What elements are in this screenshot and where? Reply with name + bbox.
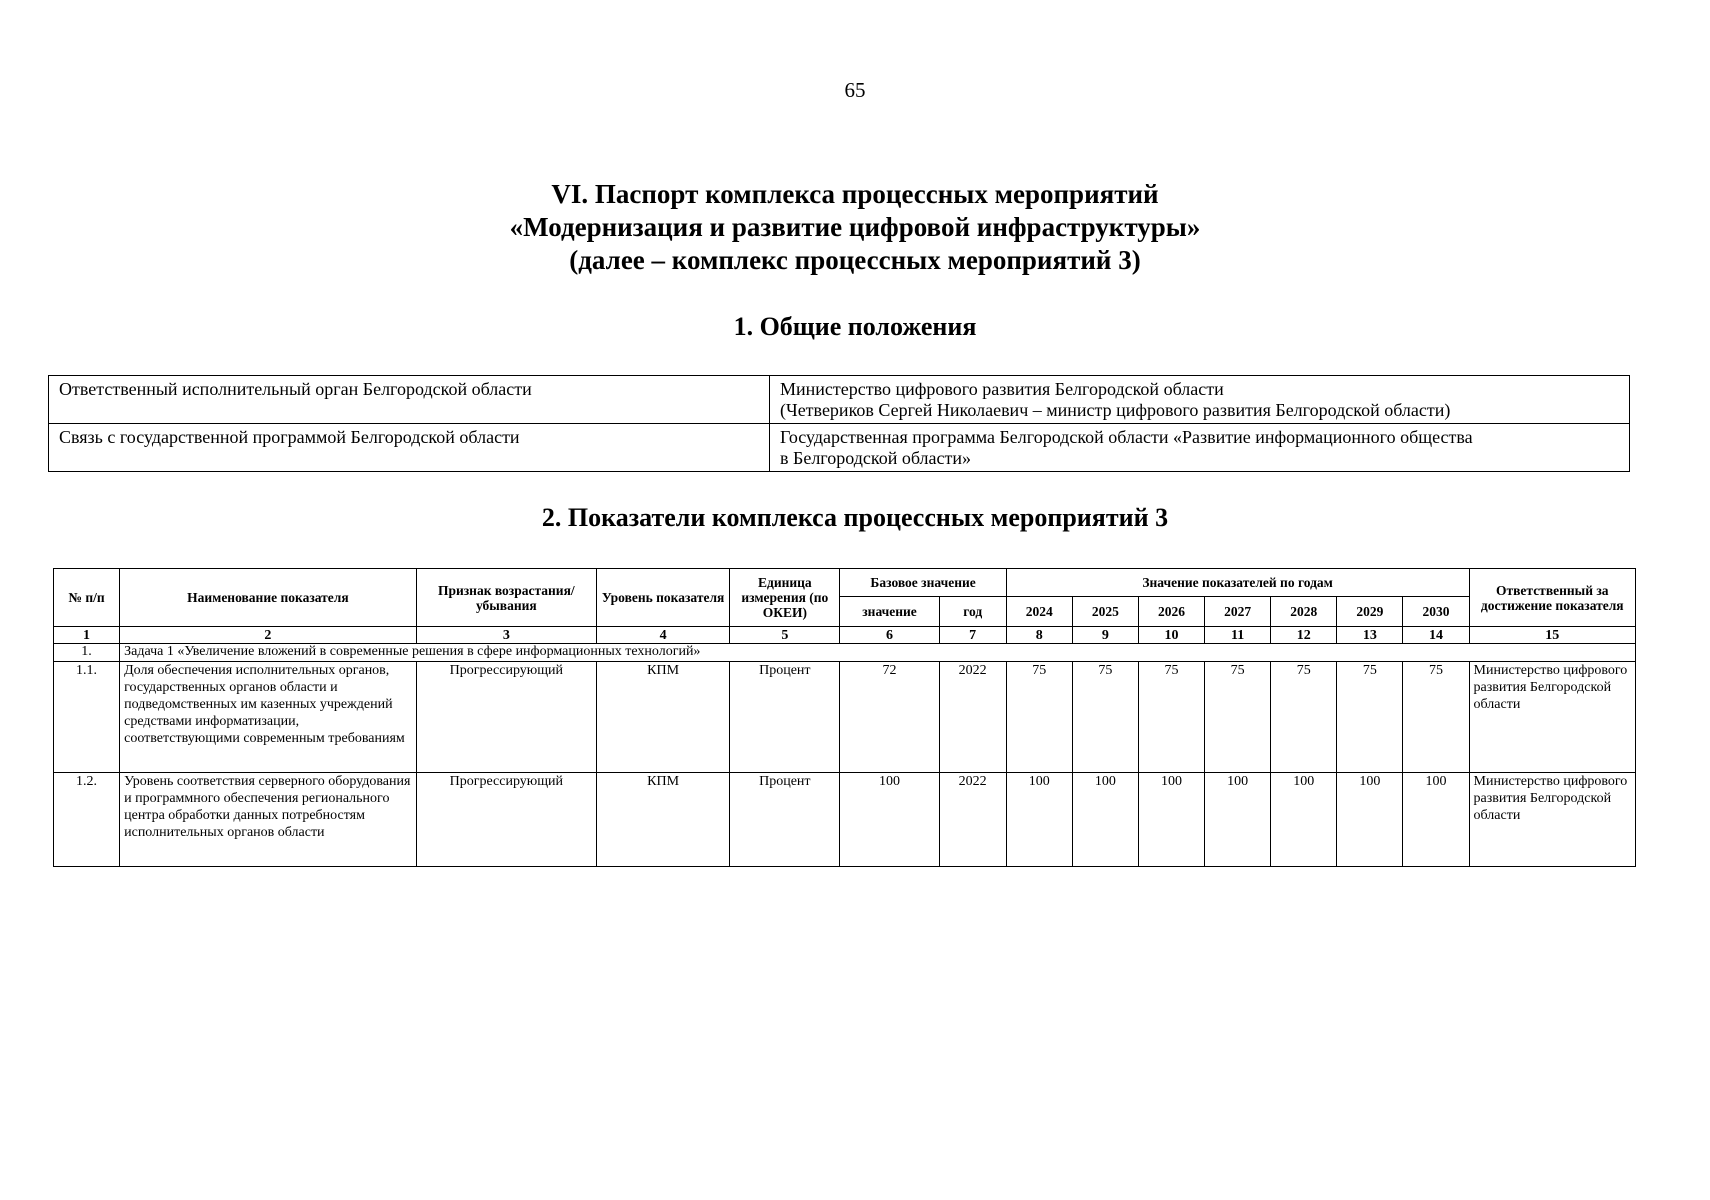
- row-year-value: 100: [1006, 773, 1072, 867]
- header-name: Наименование показателя: [120, 569, 417, 627]
- column-number: 3: [416, 627, 596, 644]
- column-number: 14: [1403, 627, 1469, 644]
- column-number: 1: [54, 627, 120, 644]
- header-year: 2029: [1337, 597, 1403, 627]
- row-year-value: 100: [1205, 773, 1271, 867]
- indicators-table: [53, 568, 1636, 867]
- header-base-year: год: [939, 597, 1006, 627]
- row-base-year: 2022: [939, 662, 1006, 773]
- general-row-value: [770, 424, 1630, 472]
- header-by-years: Значение показателей по годам: [1006, 569, 1469, 597]
- table-row: [54, 773, 1636, 867]
- row-year-value: 75: [1006, 662, 1072, 773]
- row-year-value: 100: [1072, 773, 1138, 867]
- header-year: 2026: [1138, 597, 1204, 627]
- column-number: 9: [1072, 627, 1138, 644]
- row-name: Уровень соответствия серверного оборудования и программного обеспечения регионального центра обработки данных потребностям исполнительных органов области: [120, 773, 417, 867]
- header-num: № п/п: [54, 569, 120, 627]
- general-row-value: [770, 376, 1630, 424]
- header-year: 2025: [1072, 597, 1138, 627]
- row-year-value: 100: [1138, 773, 1204, 867]
- row-base-value: 100: [840, 773, 939, 867]
- general-row-label: Ответственный исполнительный орган Белгородской области: [49, 376, 770, 424]
- row-num: 1.2.: [54, 773, 120, 867]
- column-number: 6: [840, 627, 939, 644]
- row-responsible: Министерство цифрового развития Белгородской области: [1469, 662, 1635, 773]
- row-responsible: Министерство цифрового развития Белгородской области: [1469, 773, 1635, 867]
- header-year: 2028: [1271, 597, 1337, 627]
- header-base-value: значение: [840, 597, 939, 627]
- header-unit: Единица измерения (по ОКЕИ): [730, 569, 840, 627]
- row-year-value: 75: [1205, 662, 1271, 773]
- section-heading-indicators: 2. Показатели комплекса процессных мероприятий 3: [541, 503, 1169, 532]
- header-responsible: Ответственный за достижение показателя: [1469, 569, 1635, 627]
- column-number: 11: [1205, 627, 1271, 644]
- general-row: [49, 424, 1630, 472]
- title-line-1: VI. Паспорт комплекса процессных мероприятий: [551, 179, 1159, 209]
- general-value-line: (Четвериков Сергей Николаевич – министр цифрового развития Белгородской области): [780, 400, 1451, 420]
- general-row-label: Связь с государственной программой Белгородской области: [49, 424, 770, 472]
- column-number: 13: [1337, 627, 1403, 644]
- column-number: 8: [1006, 627, 1072, 644]
- row-name: Доля обеспечения исполнительных органов, государственных органов области и подведомственных им казенных учреждений средствами информатизации, соответствующими современным требованиям: [120, 662, 417, 773]
- general-value-line: Государственная программа Белгородской области «Развитие информационного общества: [780, 427, 1473, 447]
- row-level: КПМ: [596, 773, 729, 867]
- passport-title: [0, 178, 1710, 277]
- row-level: КПМ: [596, 662, 729, 773]
- general-provisions-table: [48, 375, 1630, 472]
- header-year: 2024: [1006, 597, 1072, 627]
- column-number: 4: [596, 627, 729, 644]
- header-year: 2027: [1205, 597, 1271, 627]
- column-number: 5: [730, 627, 840, 644]
- column-number: 15: [1469, 627, 1635, 644]
- row-unit: Процент: [730, 773, 840, 867]
- task-row: [54, 644, 1636, 662]
- column-number: 10: [1138, 627, 1204, 644]
- row-unit: Процент: [730, 662, 840, 773]
- row-year-value: 75: [1072, 662, 1138, 773]
- row-year-value: 100: [1337, 773, 1403, 867]
- row-num: 1.1.: [54, 662, 120, 773]
- table-row: [54, 662, 1636, 773]
- row-year-value: 100: [1271, 773, 1337, 867]
- general-value-line: Министерство цифрового развития Белгородской области: [780, 379, 1224, 399]
- column-number: 7: [939, 627, 1006, 644]
- general-row: [49, 376, 1630, 424]
- row-sign: Прогрессирующий: [416, 773, 596, 867]
- row-year-value: 75: [1403, 662, 1469, 773]
- title-line-3: (далее – комплекс процессных мероприятий 3): [569, 245, 1141, 275]
- row-base-year: 2022: [939, 773, 1006, 867]
- header-base: Базовое значение: [840, 569, 1006, 597]
- title-line-2: «Модернизация и развитие цифровой инфраструктуры»: [509, 212, 1201, 242]
- column-number: 12: [1271, 627, 1337, 644]
- header-level: Уровень показателя: [596, 569, 729, 627]
- row-year-value: 75: [1337, 662, 1403, 773]
- task-text: Задача 1 «Увеличение вложений в современные решения в сфере информационных технологий»: [120, 644, 1636, 662]
- page-number: 65: [844, 78, 866, 102]
- general-value-line: в Белгородской области»: [780, 448, 972, 468]
- header-row: [54, 569, 1636, 597]
- row-year-value: 100: [1403, 773, 1469, 867]
- section-heading-general: 1. Общие положения: [733, 312, 977, 341]
- header-year: 2030: [1403, 597, 1469, 627]
- column-number-row: [54, 627, 1636, 644]
- row-year-value: 75: [1138, 662, 1204, 773]
- row-year-value: 75: [1271, 662, 1337, 773]
- task-num: 1.: [54, 644, 120, 662]
- row-base-value: 72: [840, 662, 939, 773]
- header-sign: Признак возрастания/ убывания: [416, 569, 596, 627]
- row-sign: Прогрессирующий: [416, 662, 596, 773]
- column-number: 2: [120, 627, 417, 644]
